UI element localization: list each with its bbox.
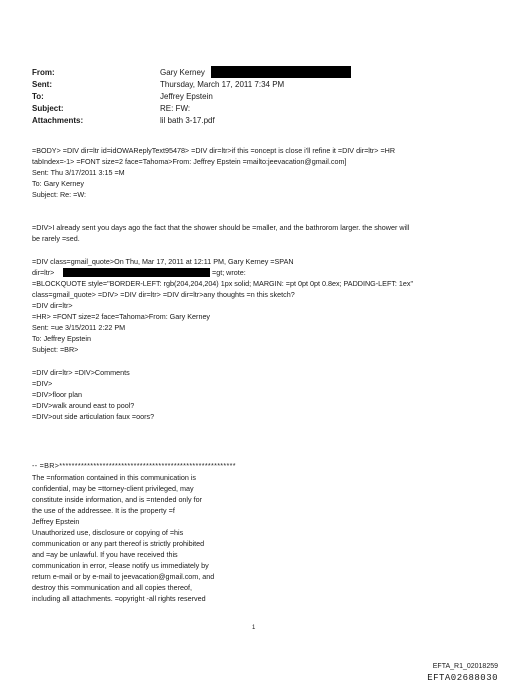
disclaimer-line: The =nformation contained in this communication is [32, 473, 196, 482]
from-label: From: [32, 68, 55, 77]
disclaimer-line: including all attachments. =opyright -all rights reserved [32, 594, 206, 603]
attachments-label: Attachments: [32, 116, 84, 125]
body-line: Subject: =BR> [32, 345, 79, 354]
body-line: =DIV>walk around east to pool? [32, 401, 135, 410]
body-line: To: Gary Kerney [32, 179, 84, 188]
disclaimer-line: the use of the addressee. It is the property =f [32, 506, 175, 515]
disclaimer-line: constitute inside information, and is =ntended only for [32, 495, 203, 504]
page-number: 1 [252, 625, 256, 631]
redaction-bar [63, 268, 210, 277]
body-line: =DIV dir=ltr> [32, 301, 73, 310]
body-line-with-redaction [32, 267, 54, 278]
disclaimer-line: communication in error, =lease notify us immediately by [32, 561, 209, 570]
body-line: To: Jeffrey Epstein [32, 334, 91, 343]
redaction-bar [211, 66, 351, 78]
attachments-value: lil bath 3-17.pdf [160, 116, 215, 125]
disclaimer-line: Unauthorized use, disclosure or copying of =his [32, 528, 184, 537]
to-label: To: [32, 92, 44, 101]
to-value: Jeffrey Epstein [160, 92, 213, 101]
subject-value: RE: FW: [160, 104, 191, 113]
body-text: dir=ltr> [32, 268, 55, 277]
from-value: Gary Kerney [160, 68, 205, 77]
disclaimer-line: return e-mail or by e-mail to jeevacation@gmail.com, and [32, 572, 215, 581]
subject-label: Subject: [32, 104, 64, 113]
body-line: =DIV>floor plan [32, 390, 82, 399]
sent-value: Thursday, March 17, 2011 7:34 PM [160, 80, 285, 89]
body-line: Subject: Re: =W: [32, 190, 86, 199]
body-line: be rarely =sed. [32, 234, 80, 243]
bates-number-primary: EFTA_R1_02018259 [432, 663, 498, 670]
body-line: =BLOCKQUOTE style="BORDER-LEFT: rgb(204,204,204) 1px solid; MARGIN: =pt 0pt 0pt 0.8ex; PADDING-LEFT: 1ex" [32, 279, 414, 288]
disclaimer-line: and =ay be unlawful. If you have received this [32, 550, 178, 559]
sent-label: Sent: [32, 80, 52, 89]
body-line: =DIV>out side articulation faux =oors? [32, 412, 155, 421]
body-line: class=gmail_quote> =DIV> =DIV dir=ltr> =DIV dir=ltr>any thoughts =n this sketch? [32, 290, 295, 299]
body-line: =BODY> =DIV dir=ltr id=idOWAReplyText95478> =DIV dir=ltr>if this =oncept is close i'll refine it =DIV dir=ltr> =HR [32, 146, 396, 155]
body-line: =DIV> [32, 379, 53, 388]
body-text: =gt; wrote: [212, 268, 246, 277]
disclaimer-line: communication or any part thereof is strictly prohibited [32, 539, 205, 548]
body-line: =DIV class=gmail_quote>On Thu, Mar 17, 2011 at 12:11 PM, Gary Kerney =SPAN [32, 257, 294, 266]
disclaimer-line: Jeffrey Epstein [32, 517, 80, 526]
body-line: tabIndex=-1> =FONT size=2 face=Tahoma>From: Jeffrey Epstein =mailto:jeevacation@gmail.com] [32, 157, 347, 166]
body-line: =DIV>I already sent you days ago the fact that the shower should be =maller, and the bathrorom larger. the shower will [32, 223, 410, 232]
disclaimer-line: confidential, may be =ttorney-client privileged, may [32, 484, 194, 493]
body-line: Sent: Thu 3/17/2011 3:15 =M [32, 168, 125, 177]
body-line: =DIV dir=ltr> =DIV>Comments [32, 368, 130, 377]
body-line: Sent: =ue 3/15/2011 2:22 PM [32, 323, 126, 332]
bates-number-secondary: EFTA02688030 [427, 673, 498, 683]
separator-line: -- =BR>********************************************************* [32, 461, 236, 470]
body-line: =HR> =FONT size=2 face=Tahoma>From: Gary Kerney [32, 312, 211, 321]
disclaimer-line: destroy this =ommunication and all copies thereof, [32, 583, 193, 592]
